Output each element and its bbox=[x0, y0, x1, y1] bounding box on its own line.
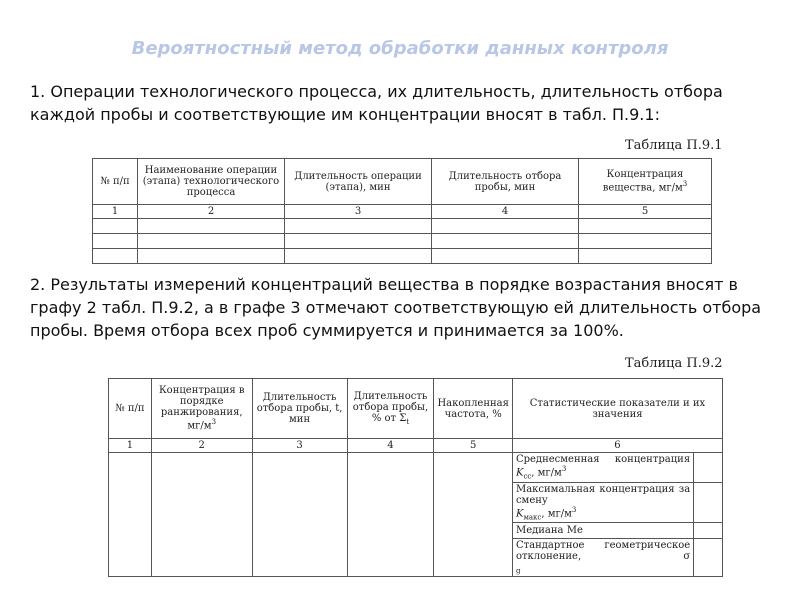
table-row bbox=[93, 234, 712, 249]
stat-mean-concentration: Среднесменная концентрация $K_{сс}$, $мг/м^3$ bbox=[512, 453, 693, 483]
t1-header-sample-duration: Длительность отбора пробы, мин bbox=[432, 159, 579, 205]
table-1-caption: Таблица П.9.1 bbox=[625, 138, 723, 153]
table-2-caption: Таблица П.9.2 bbox=[625, 356, 723, 371]
t1-col-number: 4 bbox=[432, 205, 579, 219]
paragraph-2 bbox=[30, 273, 780, 342]
t1-header-op-duration: Длительность операции (этапа), мин bbox=[285, 159, 432, 205]
t1-header-concentration: Концентрация вещества, $мг/м^3$ bbox=[579, 159, 712, 205]
t1-col-number: 2 bbox=[138, 205, 285, 219]
paragraph-2-number: 2. bbox=[30, 275, 46, 294]
t2-col-number: 1 bbox=[109, 439, 152, 453]
t1-col-number: 3 bbox=[285, 205, 432, 219]
t1-col-number: 5 bbox=[579, 205, 712, 219]
paragraph-2-text: Результаты измерений концентраций вещества в порядке возрастания вносят в графу 2 табл. П.9.2, а в графе 3 отмечают соответствующую ей длительность отбора пробы. Время отбора всех проб суммируется и принимается за 100%. bbox=[30, 275, 762, 340]
t2-header-concentration: Концентрация в порядке ранжирования, $мг/м^3$ bbox=[151, 379, 252, 439]
t2-header-stats: Статистические показатели и их значения bbox=[512, 379, 722, 439]
t2-col-number: 2 bbox=[151, 439, 252, 453]
t2-header-duration: Длительность отбора пробы, t, мин bbox=[252, 379, 347, 439]
table-2 bbox=[108, 378, 723, 577]
table-row bbox=[109, 453, 723, 483]
stat-value-cell bbox=[694, 523, 723, 539]
stat-median: Медиана Ме bbox=[512, 523, 693, 539]
t1-header-num: № п/п bbox=[93, 159, 138, 205]
t1-header-operation: Наименование операции (этапа) технологического процесса bbox=[138, 159, 285, 205]
paragraph-1-text: Операции технологического процесса, их длительность, длительность отбора каждой пробы и соответствующие им концентрации вносят в табл. П.9.1: bbox=[30, 82, 723, 124]
table-row bbox=[93, 249, 712, 264]
stat-geometric-deviation: Стандартное геометрическое отклонение, σ $_g$ bbox=[512, 539, 693, 577]
table-row bbox=[93, 219, 712, 234]
t2-header-cumulative: Накопленная частота, % bbox=[434, 379, 513, 439]
t2-col-number: 3 bbox=[252, 439, 347, 453]
page-title: Вероятностный метод обработки данных контроля bbox=[131, 38, 669, 59]
stat-value-cell bbox=[694, 539, 723, 577]
stat-max-concentration: Максимальная концентрация за смену $K_{макс}$, $мг/м^3$ bbox=[512, 483, 693, 523]
paragraph-1-number: 1. bbox=[30, 82, 46, 101]
stat-value-cell bbox=[694, 453, 723, 483]
t2-col-number: 5 bbox=[434, 439, 513, 453]
table-1 bbox=[92, 158, 712, 264]
t2-col-number: 6 bbox=[512, 439, 722, 453]
t2-col-number: 4 bbox=[347, 439, 434, 453]
t2-header-num: № п/п bbox=[109, 379, 152, 439]
t1-col-number: 1 bbox=[93, 205, 138, 219]
paragraph-1 bbox=[30, 80, 780, 126]
stat-value-cell bbox=[694, 483, 723, 523]
t2-header-duration-percent: Длительность отбора пробы, % от $\Sigma_t$ bbox=[347, 379, 434, 439]
